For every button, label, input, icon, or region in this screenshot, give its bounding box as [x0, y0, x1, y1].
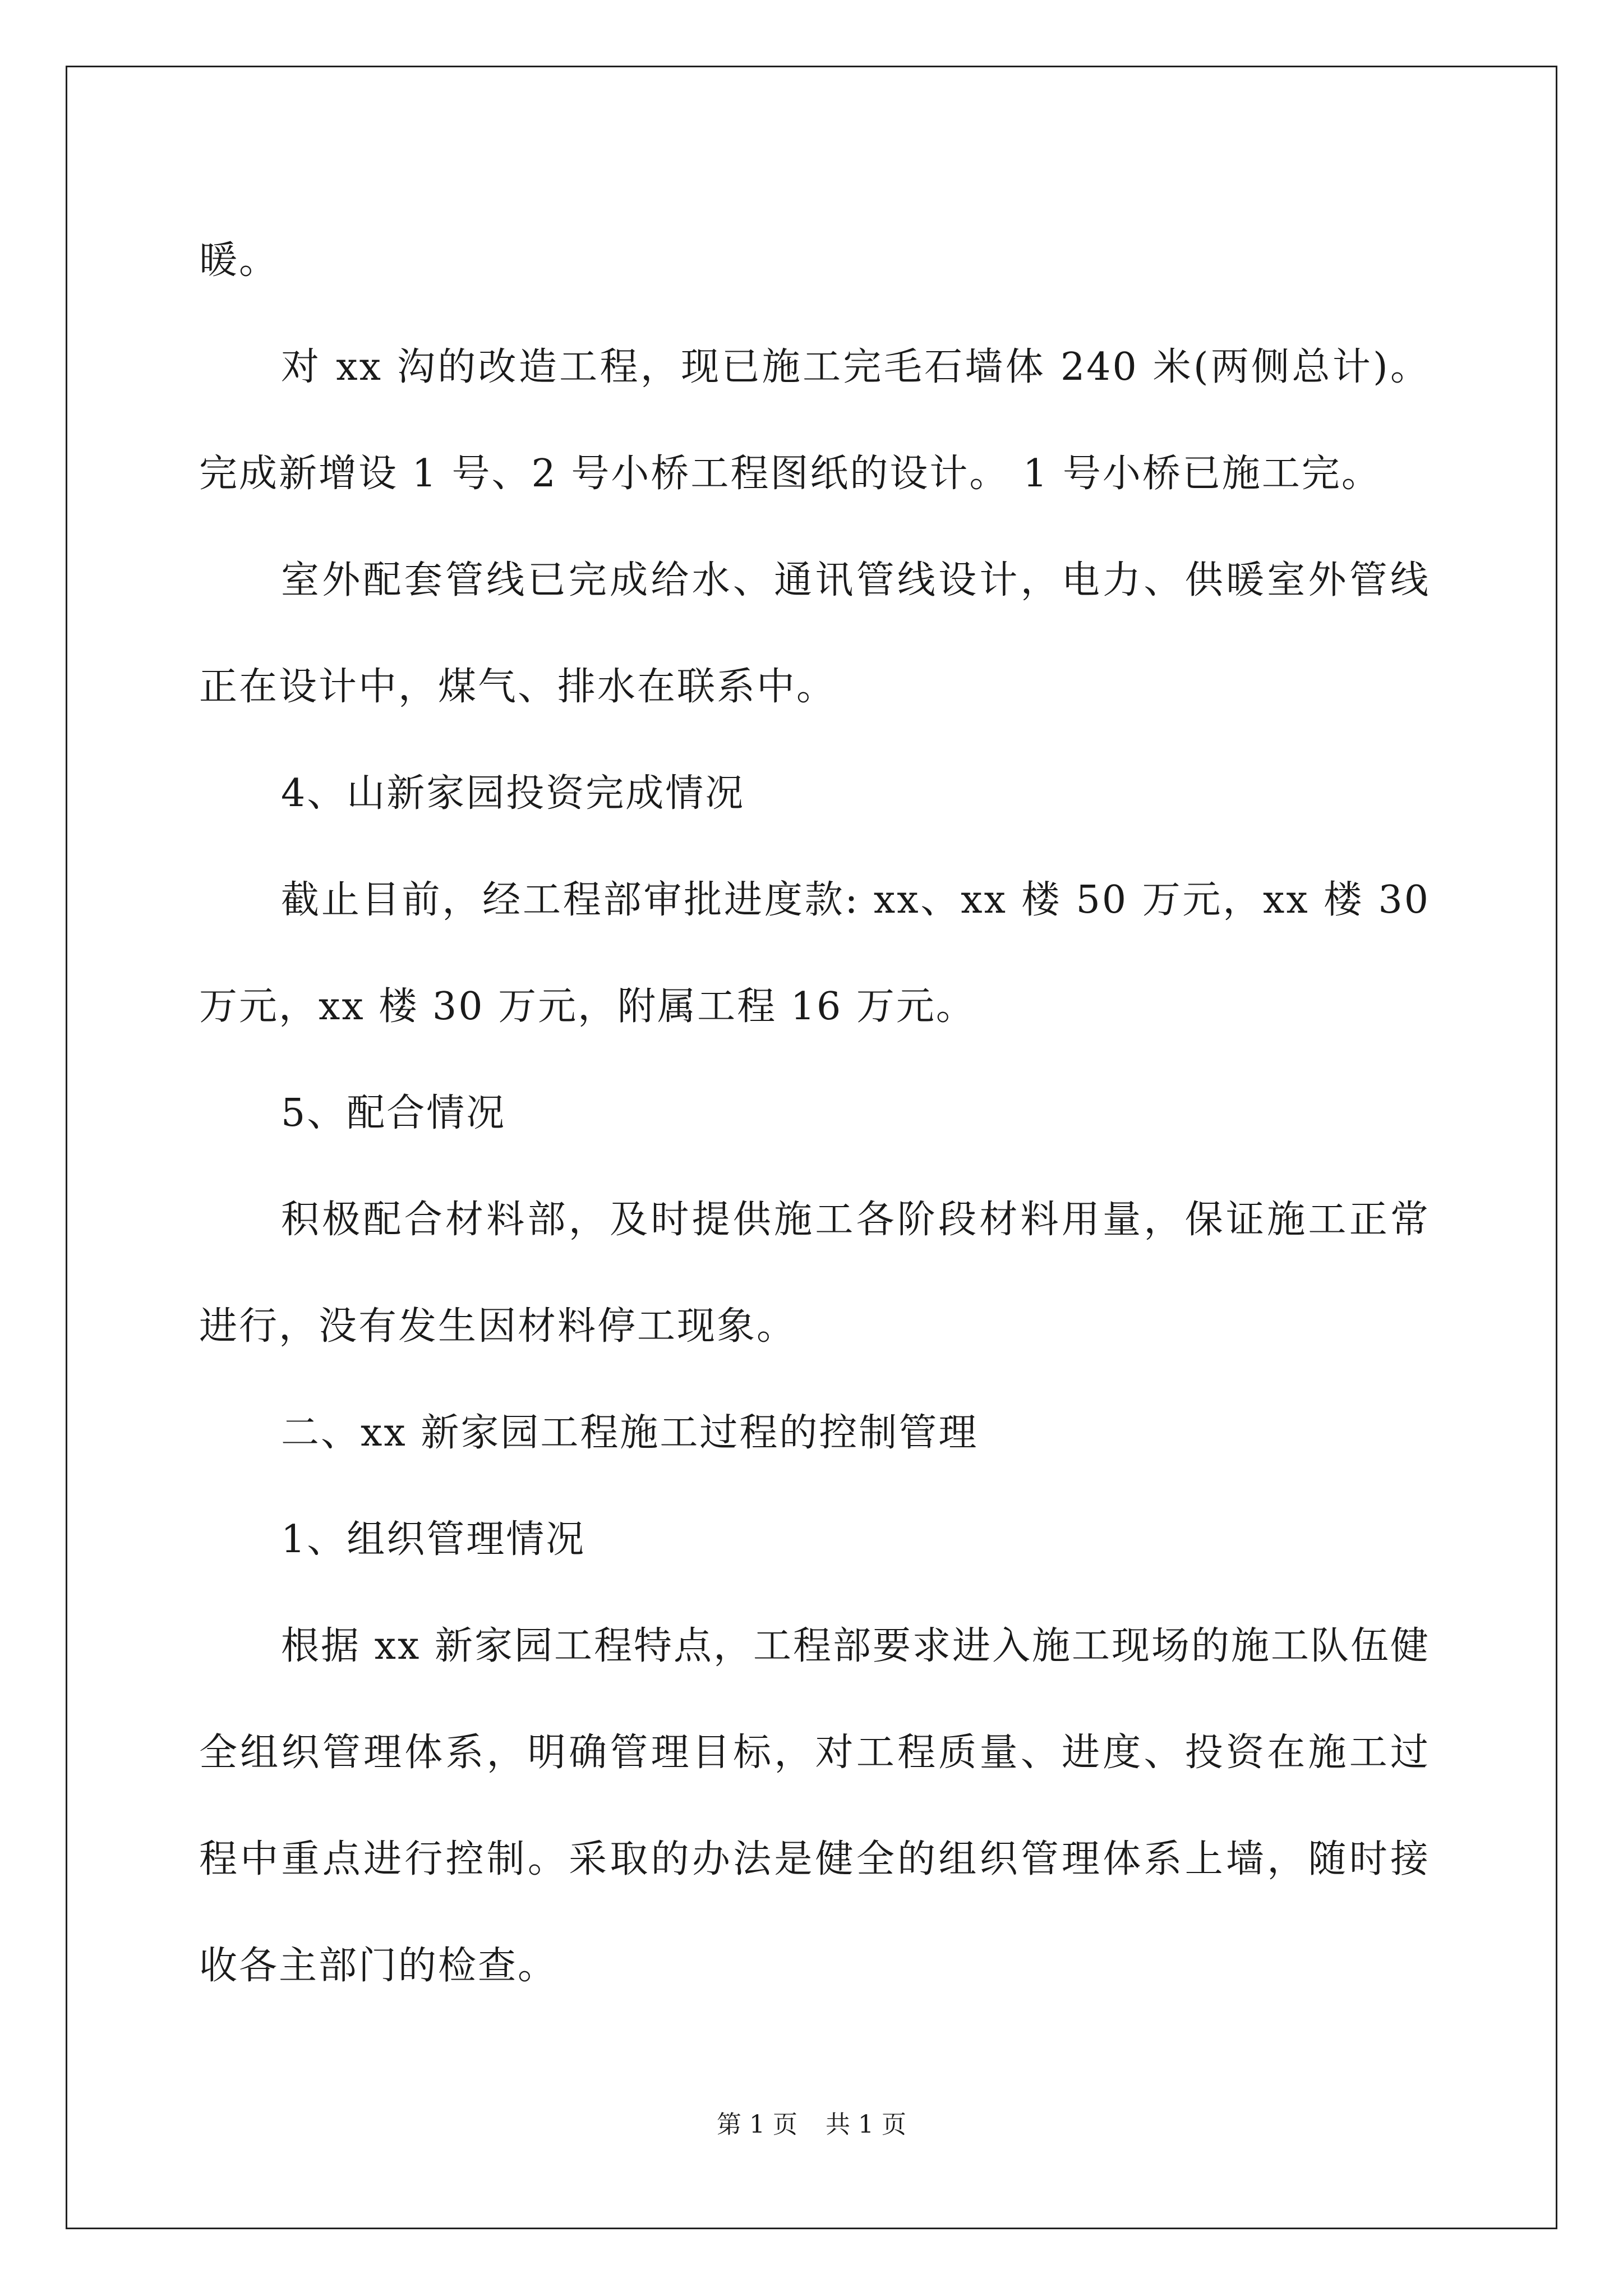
- section-heading: 1、组织管理情况: [281, 1517, 586, 1562]
- page-footer: [0, 2108, 1623, 2142]
- section-heading: 二、xx 新家园工程施工过程的控制管理: [281, 1411, 979, 1455]
- paragraph: 截止目前，经工程部审批进度款: xx、xx 楼 50 万元，xx 楼 30 万元，xx 楼 30 万元，附属工程 16 万元。: [199, 878, 1430, 1029]
- paragraph: 对 xx 沟的改造工程，现已施工完毛石墙体 240 米(两侧总计)。完成新增设 1 号、2 号小桥工程图纸的设计。 1 号小桥已施工完。: [199, 345, 1430, 496]
- document-body: [199, 208, 1430, 2019]
- paragraph: 室外配套管线已完成给水、通讯管线设计，电力、供暖室外管线正在设计中，煤气、排水在联系中。: [199, 558, 1430, 709]
- paragraph: 暖。: [199, 238, 279, 283]
- paragraph: 积极配合材料部，及时提供施工各阶段材料用量，保证施工正常进行，没有发生因材料停工现象。: [199, 1198, 1430, 1349]
- section-heading: 5、配合情况: [281, 1091, 506, 1135]
- page-number: 第 1 页: [717, 2110, 797, 2139]
- section-heading: 4、山新家园投资完成情况: [281, 771, 745, 816]
- page-total: 共 1 页: [826, 2110, 906, 2139]
- paragraph: 根据 xx 新家园工程特点，工程部要求进入施工现场的施工队伍健全组织管理体系，明确管理目标，对工程质量、进度、投资在施工过程中重点进行控制。采取的办法是健全的组织管理体系上墙，随时接收各主部门的检查。: [199, 1624, 1430, 1988]
